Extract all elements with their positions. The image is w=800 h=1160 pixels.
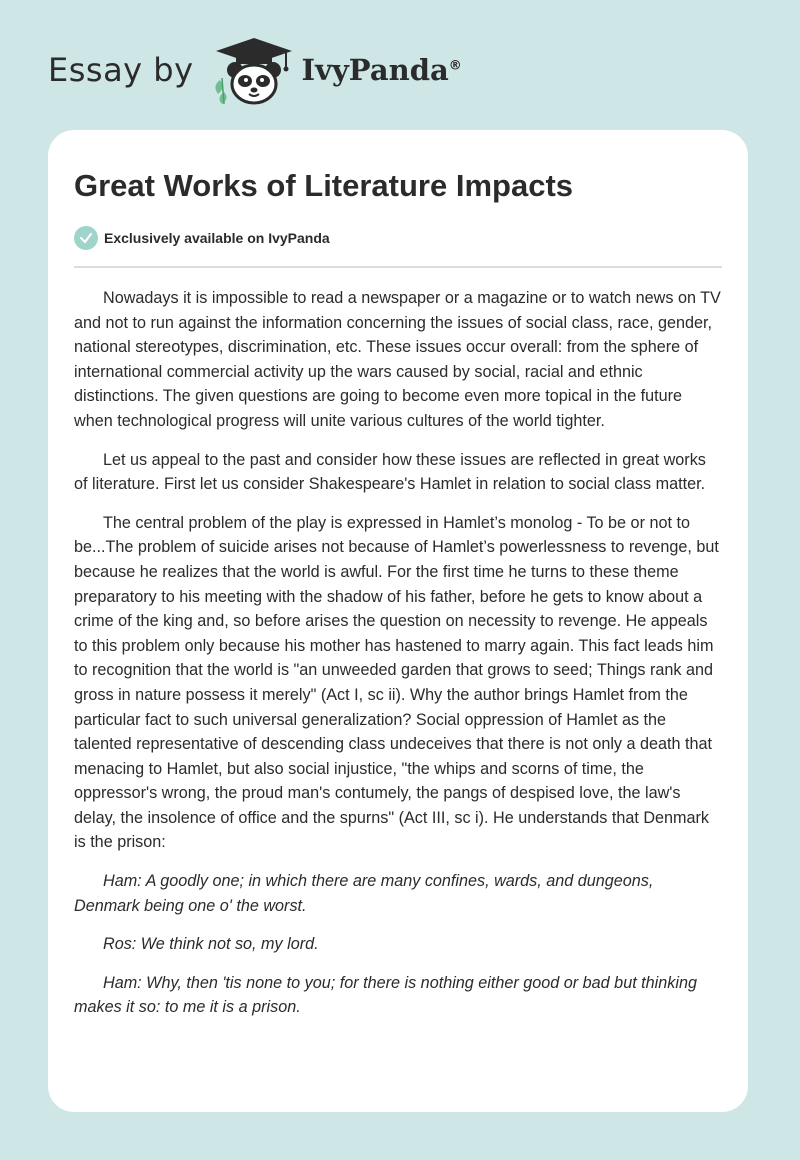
panda-logo-icon[interactable] xyxy=(208,34,300,106)
quote: Ros: We think not so, my lord. xyxy=(103,935,319,954)
ivypanda-wordmark[interactable] xyxy=(302,53,462,87)
divider xyxy=(74,266,722,268)
paragraph: The central problem of the play is expressed in Hamlet’s monolog - To be or not to be...The problem of suicide arises not because of Hamlet’s powerlessness to revenge, but because he realizes that the world is awful. For the first time he turns to these theme preparatory to his meeting with the shadow of his father, before he gets to know about a crime of the king and, so before arises the question on necessity to revenge. He appeals to this problem only because his mother has hastened to marry again. This fact leads him to recognition that the world is "an unweeded garden that grows to seed; Things rank and gross in nature possess it merely" (Act I, sc ii). Why the author brings Hamlet from the particular fact to such universal generalization? Social oppression of Hamlet as the talented representative of descending class undeceives that there is not only a death that menacing to Hamlet, but also social injustice, "the whips and scorns of time, the oppressor's wrong, the proud man's contumely, the pangs of despised love, the law's delay, the insolence of office and the spurns" (Act III, sc i). He understands that Denmark is the prison: xyxy=(74,513,719,852)
exclusive-badge-label: Exclusively available on IvyPanda xyxy=(104,230,330,246)
quote: Ham: Why, then 'tis none to you; for there is nothing either good or bad but thinking makes it so: to me it is a prison. xyxy=(74,973,697,1017)
site-header xyxy=(48,34,462,106)
exclusive-badge xyxy=(74,226,722,250)
quote: Ham: A goodly one; in which there are many confines, wards, and dungeons, Denmark being one o' the worst. xyxy=(74,872,654,915)
paragraph: Nowadays it is impossible to read a newspaper or a magazine or to watch news on TV and not to run against the information concerning the issues of social class, race, gender, national stereotypes, discrimination, etc. These issues occur overall: from the sphere of international commercial activity up the wars caused by social, racial and ethnic distinctions. The given questions are going to become even more topical in the future when technological progress will unite various cultures of the world tighter. xyxy=(74,289,721,430)
registered-mark: ® xyxy=(448,58,462,74)
essay-card xyxy=(48,130,748,1112)
page-title: Great Works of Literature Impacts xyxy=(74,168,574,203)
paragraph: Let us appeal to the past and consider how these issues are reflected in great works of literature. First let us consider Shakespeare's Hamlet in relation to social class matter. xyxy=(74,450,706,494)
essay-by-label: Essay by xyxy=(48,51,194,89)
check-icon xyxy=(74,226,98,250)
essay-body xyxy=(74,286,722,1020)
brand-name: IvyPanda xyxy=(301,53,449,87)
